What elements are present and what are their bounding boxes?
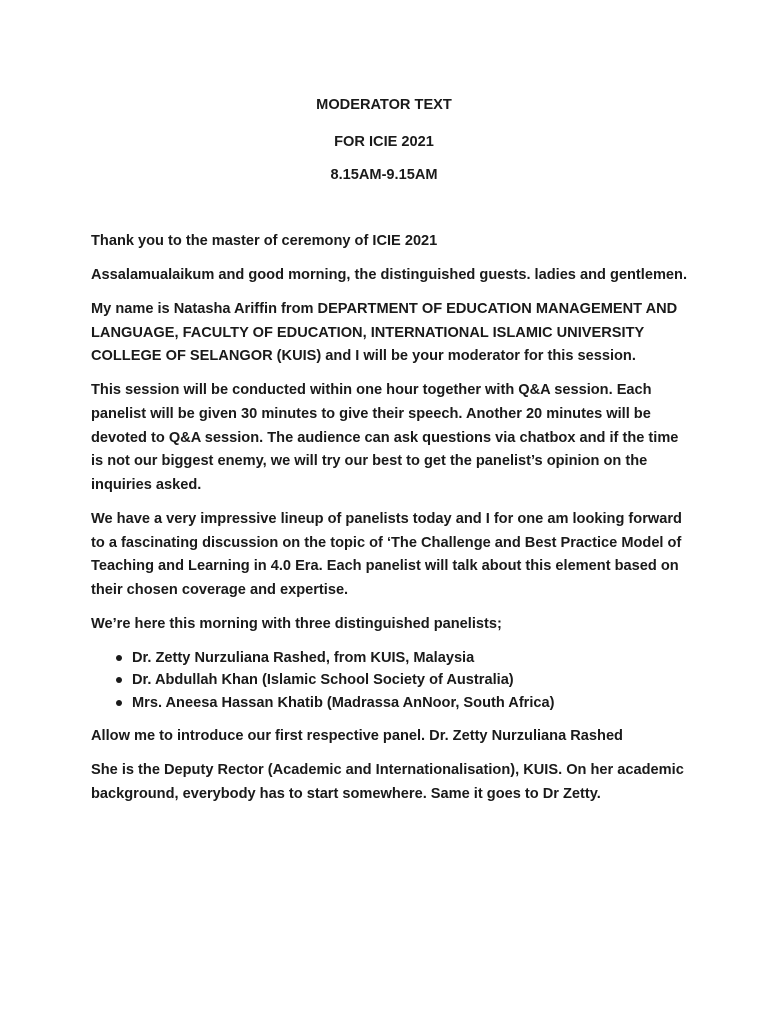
paragraph-introduction: My name is Natasha Ariffin from DEPARTMENT OF EDUCATION MANAGEMENT AND LANGUAGE, FACULTY OF EDUCATION, INTERNATIONAL ISLAMIC UNIVERSITY COLLEGE OF SELANGOR (KUIS) and I will be your moderator for this session. [91, 301, 678, 365]
bullet-icon [116, 677, 122, 683]
paragraph-first-panel: Allow me to introduce our first respective panel. Dr. Zetty Nurzuliana Rashed [91, 727, 623, 744]
panelist-name: Mrs. Aneesa Hassan Khatib (Madrassa AnNoor, South Africa) [132, 694, 555, 711]
list-item [91, 647, 691, 670]
paragraph-thanks: Thank you to the master of ceremony of ICIE 2021 [91, 233, 438, 249]
paragraph-lineup: We have a very impressive lineup of panelists today and I for one am looking forward to a fascinating discussion on the topic of ‘The Challenge and Best Practice Model of Teaching and Learning in 4.0 Era. Each panelist will talk about this element based on their chosen coverage and expertise. [91, 510, 682, 598]
paragraph-panelists-intro: We’re here this morning with three distinguished panelists; [91, 615, 502, 632]
list-item [91, 692, 691, 715]
panelist-name: Dr. Zetty Nurzuliana Rashed, from KUIS, Malaysia [132, 649, 475, 666]
bullet-icon [116, 655, 122, 661]
document-body [91, 230, 691, 817]
paragraph-session-format: This session will be conducted within one hour together with Q&A session. Each panelist will be given 30 minutes to give their speech. Another 20 minutes will be devoted to Q&A session. The audience can ask questions via chatbox and if the time is not our biggest enemy, we will try our best to get the panelist’s opinion on the inquiries asked. [91, 382, 679, 493]
bullet-icon [116, 700, 122, 706]
document-title: MODERATOR TEXT [316, 97, 452, 113]
panelist-name: Dr. Abdullah Khan (Islamic School Society of Australia) [132, 672, 514, 689]
session-time: 8.15AM-9.15AM [330, 167, 438, 183]
document-subtitle: FOR ICIE 2021 [334, 134, 434, 150]
panelist-list [91, 647, 691, 715]
paragraph-panel-bio: She is the Deputy Rector (Academic and Internationalisation), KUIS. On her academic background, everybody has to start somewhere. Same it goes to Dr Zetty. [91, 762, 684, 802]
list-item [91, 669, 691, 692]
paragraph-greeting: Assalamualaikum and good morning, the distinguished guests. ladies and gentlemen. [91, 267, 688, 284]
